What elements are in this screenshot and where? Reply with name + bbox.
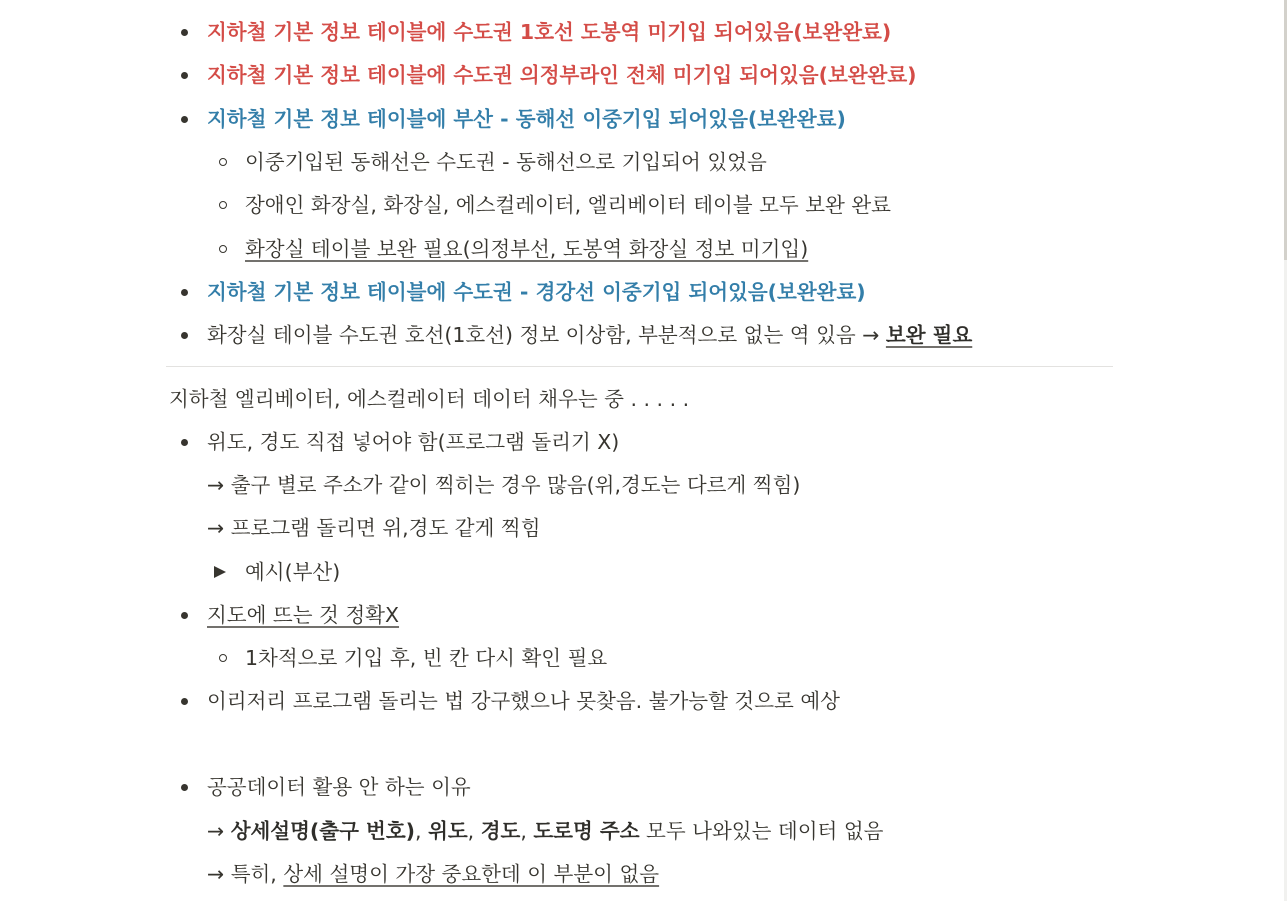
- bullet-circle: [219, 245, 227, 253]
- toggle-block[interactable]: [0, 557, 1287, 587]
- continuation-text: → 출구 별로 주소가 같이 찍히는 경우 많음(위,경도는 다르게 찍힘): [207, 473, 801, 497]
- list-item-continuation: [0, 859, 1287, 889]
- bullet-circle: [219, 201, 227, 209]
- rest-text: 모두 나와있는 데이터 없음: [639, 819, 884, 843]
- list-item-text: 지하철 기본 정보 테이블에 수도권 의정부라인 전체 미기입 되어있음(보완완료): [207, 63, 917, 87]
- list-item-plain: 화장실 테이블 수도권 호선(1호선) 정보 이상함, 부분적으로 없는 역 있음 →: [207, 323, 886, 347]
- list-item: [0, 277, 1287, 307]
- list-item: [0, 427, 1287, 457]
- bullet-dot: [181, 29, 188, 36]
- bullet-dot: [181, 116, 188, 123]
- list-item: [0, 686, 1287, 716]
- bold-term: 위도: [428, 819, 468, 843]
- continuation-text: [207, 859, 659, 889]
- bold-term: 도로명 주소: [533, 819, 640, 843]
- list-item-emphasis: 보완 필요: [885, 323, 973, 347]
- list-item-text: 지하철 기본 정보 테이블에 수도권 - 경강선 이중기입 되어있음(보완완료): [207, 280, 866, 304]
- continuation-text: [207, 816, 883, 846]
- list-item: [0, 104, 1287, 134]
- sub-list-item-text: 장애인 화장실, 화장실, 에스컬레이터, 엘리베이터 테이블 모두 보완 완료: [245, 193, 891, 217]
- sub-list-item-text: 이중기입된 동해선은 수도권 - 동해선으로 기입되어 있었음: [245, 150, 767, 174]
- list-item-text: 지하철 기본 정보 테이블에 수도권 1호선 도봉역 미기입 되어있음(보완완료): [207, 20, 892, 44]
- list-item-continuation: [0, 513, 1287, 543]
- list-item-continuation: [0, 816, 1287, 846]
- bullet-circle: [219, 654, 227, 662]
- separator: ,: [520, 819, 534, 843]
- bullet-dot: [181, 289, 188, 296]
- bold-term: 경도: [480, 819, 521, 843]
- sub-list-item-text: 1차적으로 기입 후, 빈 칸 다시 확인 필요: [245, 646, 608, 670]
- sub-list-item: [0, 190, 1287, 220]
- list-item: [0, 320, 1287, 350]
- list-item-text: 위도, 경도 직접 넣어야 함(프로그램 돌리기 X): [207, 430, 620, 454]
- underlined-text: 상세 설명이 가장 중요한데 이 부분이 없음: [283, 862, 660, 886]
- divider: [166, 366, 1113, 367]
- list-item-text: 지도에 뜨는 것 정확X: [207, 603, 400, 627]
- toggle-label[interactable]: 예시(부산): [245, 560, 341, 584]
- bullet-circle: [219, 158, 227, 166]
- arrow-prefix: →: [207, 819, 231, 843]
- bullet-dot: [181, 698, 188, 705]
- separator: ,: [415, 819, 429, 843]
- continuation-text: → 프로그램 돌리면 위,경도 같게 찍힘: [207, 516, 541, 540]
- list-item: [0, 600, 1287, 630]
- section-heading: 지하철 엘리베이터, 에스컬레이터 데이터 채우는 중 . . . . .: [169, 387, 690, 411]
- list-item: [0, 17, 1287, 47]
- list-item-text: 공공데이터 활용 안 하는 이유: [207, 775, 471, 799]
- bullet-dot: [181, 784, 188, 791]
- sub-list-item-text: 화장실 테이블 보완 필요(의정부선, 도봉역 화장실 정보 미기입): [245, 237, 809, 261]
- list-item-text: [207, 320, 972, 350]
- sub-list-item: [0, 643, 1287, 673]
- list-item: [0, 772, 1287, 802]
- list-item: [0, 60, 1287, 90]
- list-item-text: 지하철 기본 정보 테이블에 부산 - 동해선 이중기입 되어있음(보완완료): [207, 107, 846, 131]
- sub-list-item: [0, 234, 1287, 264]
- bold-term: 상세설명(출구 번호): [230, 819, 416, 843]
- list-item-text: 이리저리 프로그램 돌리는 법 강구했으나 못찾음. 불가능할 것으로 예상: [207, 689, 840, 713]
- separator: ,: [467, 819, 481, 843]
- bullet-dot: [181, 72, 188, 79]
- bullet-dot: [181, 332, 188, 339]
- list-item-continuation: [0, 470, 1287, 500]
- bullet-dot: [181, 612, 188, 619]
- prefix-text: → 특히,: [207, 862, 284, 886]
- sub-list-item: [0, 147, 1287, 177]
- bullet-dot: [181, 439, 188, 446]
- toggle-triangle-icon[interactable]: [214, 566, 226, 578]
- paragraph: [0, 384, 1287, 414]
